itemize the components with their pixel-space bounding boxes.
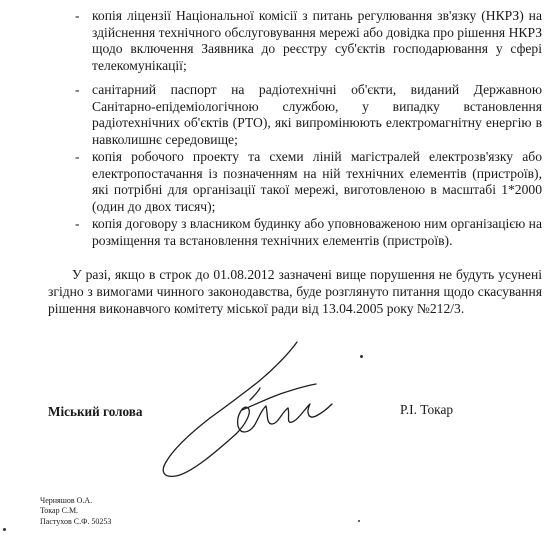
list-item xyxy=(75,216,542,249)
scan-speck xyxy=(360,355,363,358)
handwritten-signature xyxy=(140,338,340,483)
list-item xyxy=(75,8,543,74)
list-item-text: копія робочого проекту та схеми ліній магістралей електрозв'язку або електропостачання із позначенням на ній технічних елементів (пристроїв), які потрібні для організації такої мережі, виготовленою в масштабі 1*2000 (один до двох тисяч); xyxy=(92,149,542,214)
list-item-text: копія договору з власником будинку або уповноваженою ним організацією на розміщення та встановлення технічних елементів (пристроїв). xyxy=(92,216,542,248)
list-bullet: - xyxy=(75,82,80,97)
closing-paragraph-text: У разі, якщо в строк до 01.08.2012 зазначені вище порушення не будуть усунені згідно з вимогами чинного законодавства, буде розглянуто питання щодо скасування рішення виконавчого комітету міської ради від 13.04.2005 року №212/3. xyxy=(48,267,542,316)
list-item xyxy=(75,149,542,215)
list-bullet: - xyxy=(75,149,80,164)
footer-line: Черняшов О.А. xyxy=(40,496,93,505)
closing-paragraph xyxy=(48,266,542,317)
scan-speck xyxy=(358,520,360,522)
footer-line: Пастухов С.Ф. 50253 xyxy=(40,516,112,526)
list-bullet: - xyxy=(75,8,80,23)
mayor-name: Р.І. Токар xyxy=(400,402,454,417)
list-item-text: копія ліцензії Національної комісії з питань регулювання зв'язку (НКРЗ) на здійснення технічного обслуговування мережі або довідка про рішення НКРЗ щодо включення Заявника до реєстру суб'єктів господарювання у сфері телекомунікації; xyxy=(92,8,543,73)
scan-speck xyxy=(3,528,6,531)
footer-line: Токар С.М. xyxy=(40,506,79,516)
footer-executors xyxy=(40,496,111,527)
list-item xyxy=(75,82,542,148)
list-bullet: - xyxy=(75,216,80,231)
list-item-text: санітарний паспорт на радіотехнічні об'єкти, виданий Державною Санітарно-епідеміологічною службою, у випадку встановлення радіотехнічних об'єктів (РТО), які випромінюють електромагнітну енергію в навколишнє середовище; xyxy=(92,82,542,147)
mayor-title: Міський голова xyxy=(48,404,143,419)
